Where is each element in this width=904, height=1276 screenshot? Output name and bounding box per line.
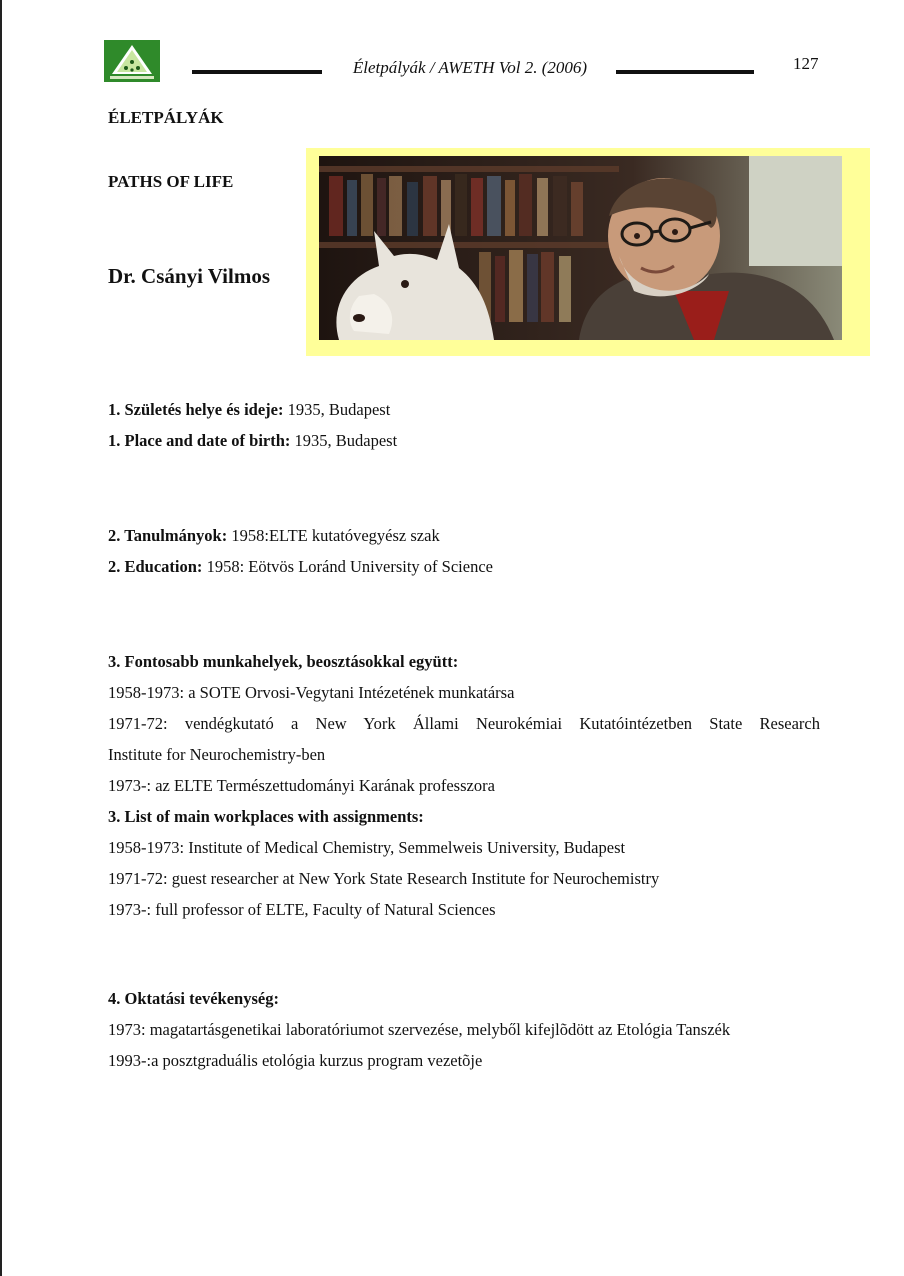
cv-line: [108, 1045, 820, 1076]
cv-section-birth: [108, 394, 820, 456]
section-heading-en: PATHS OF LIFE: [108, 172, 234, 191]
cv-line: [108, 739, 820, 770]
cv-text: 1971-72: vendégkutató a New York Állami Neurokémiai Kutatóintézetben State Research: [108, 714, 820, 733]
cv-line: [108, 708, 820, 739]
cv-text: 1958: Eötvös Loránd University of Science: [202, 557, 493, 576]
cv-line: [108, 832, 820, 863]
cv-line: [108, 677, 820, 708]
cv-text: 1958-1973: a SOTE Orvosi-Vegytani Intézetének munkatársa: [108, 683, 515, 702]
cv-text: 1993-:a posztgraduális etológia kurzus program vezetõje: [108, 1051, 483, 1070]
cv-line: [108, 801, 820, 832]
portrait-photo-frame: [306, 148, 870, 356]
cv-text: 1973-: az ELTE Természettudományi Karának professzora: [108, 776, 495, 795]
section-heading-hu: ÉLETPÁLYÁK: [108, 108, 224, 127]
cv-label: 4. Oktatási tevékenység:: [108, 989, 279, 1008]
journal-logo-icon: [104, 40, 160, 82]
page-edge-rule: [0, 0, 2, 1276]
cv-text: 1973: magatartásgenetikai laboratóriumot szervezése, melyből kifejlõdött az Etológia Tanszék: [108, 1020, 731, 1039]
cv-text: 1935, Budapest: [283, 400, 391, 419]
cv-line: [108, 894, 820, 925]
portrait-photo: [319, 156, 842, 340]
cv-text: 1971-72: guest researcher at New York State Research Institute for Neurochemistry: [108, 869, 660, 888]
cv-label: 2. Tanulmányok:: [108, 526, 228, 545]
cv-line: [108, 646, 820, 677]
cv-line: [108, 863, 820, 894]
cv-label: 1. Születés helye és ideje:: [108, 400, 284, 419]
cv-line: [108, 394, 820, 425]
cv-text: Institute for Neurochemistry-ben: [108, 745, 326, 764]
cv-line: [108, 1014, 820, 1045]
cv-line: [108, 983, 820, 1014]
cv-line: [108, 520, 820, 551]
cv-line: [108, 425, 820, 456]
person-name: Dr. Csányi Vilmos: [108, 264, 271, 288]
header-rule-right: [616, 70, 754, 74]
cv-label: 3. Fontosabb munkahelyek, beosztásokkal együtt:: [108, 652, 459, 671]
journal-title: Életpályák / AWETH Vol 2. (2006): [352, 58, 588, 77]
cv-section-education: [108, 520, 820, 582]
cv-text: 1935, Budapest: [290, 431, 398, 450]
page-number: 127: [793, 54, 819, 73]
cv-label: 1. Place and date of birth:: [108, 431, 291, 450]
header-rule-left: [192, 70, 322, 74]
cv-text: 1958:ELTE kutatóvegyész szak: [227, 526, 440, 545]
cv-label: 2. Education:: [108, 557, 203, 576]
cv-content: [108, 394, 820, 1076]
cv-section-teaching: [108, 983, 820, 1076]
cv-label: 3. List of main workplaces with assignments:: [108, 807, 424, 826]
cv-line: [108, 551, 820, 582]
cv-text: 1973-: full professor of ELTE, Faculty of Natural Sciences: [108, 900, 496, 919]
cv-line: [108, 770, 820, 801]
cv-text: 1958-1973: Institute of Medical Chemistry, Semmelweis University, Budapest: [108, 838, 626, 857]
cv-section-workplaces: [108, 646, 820, 925]
